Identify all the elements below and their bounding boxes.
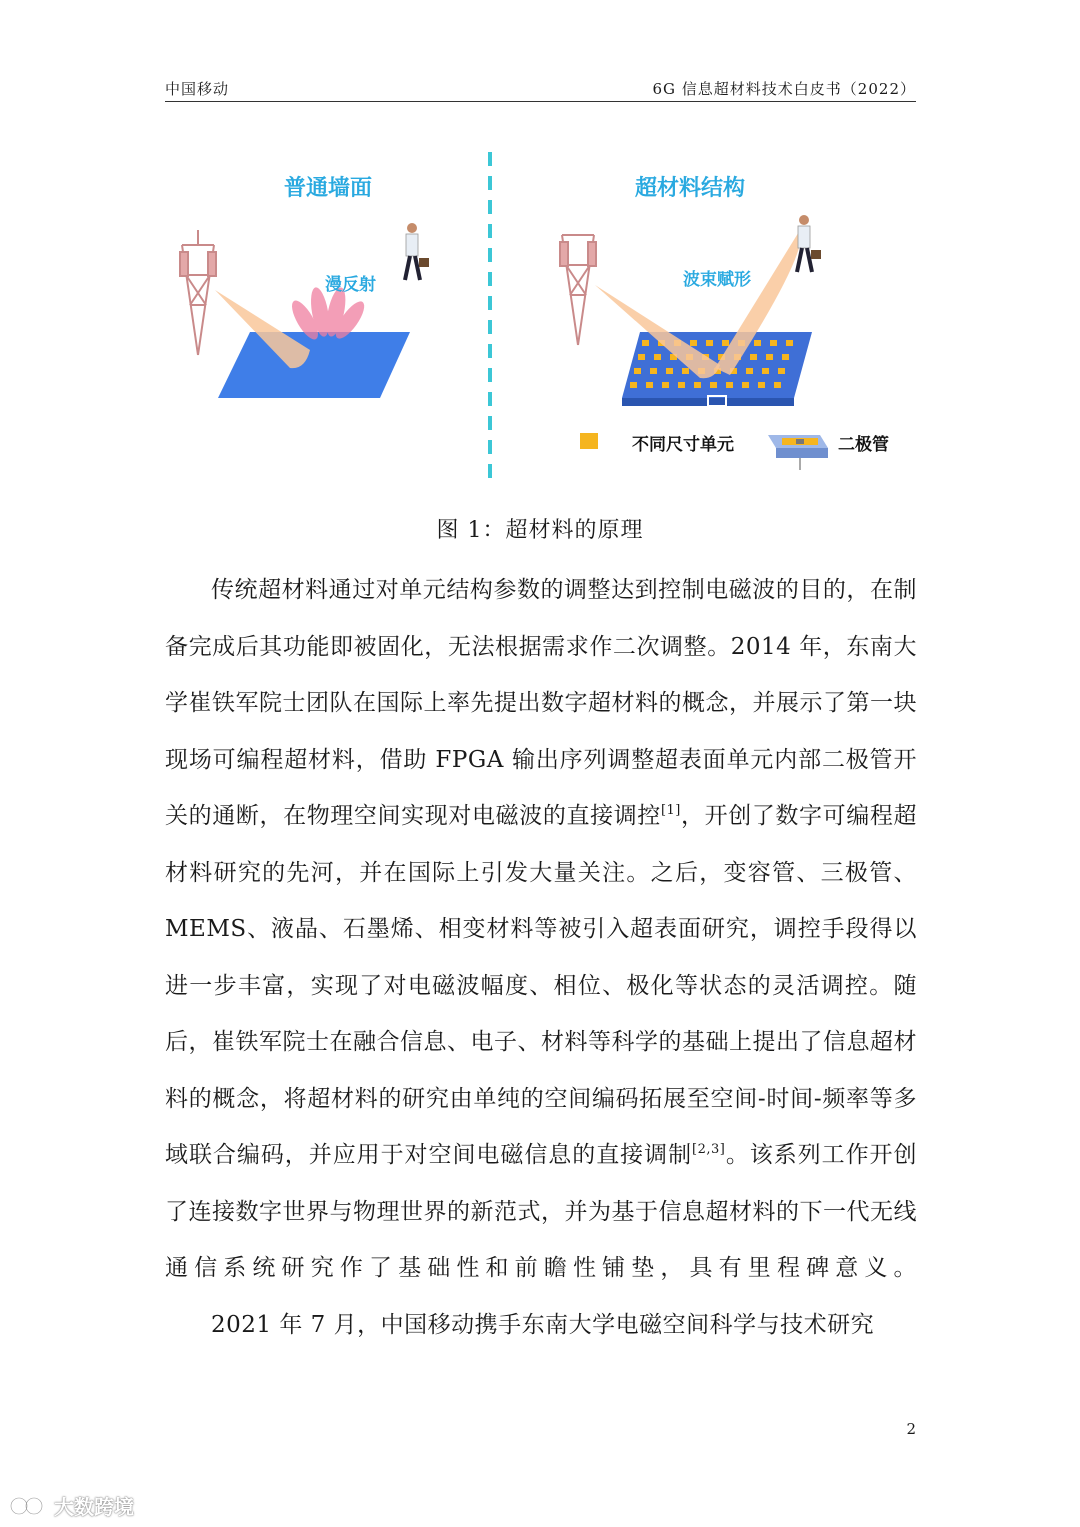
header-rule <box>165 101 916 102</box>
metamaterial-principle-figure <box>160 140 920 500</box>
person-with-phone-right-icon <box>797 215 821 272</box>
person-with-phone-left-icon <box>405 223 429 280</box>
page-header-left: 中国移动 <box>165 80 230 98</box>
right-panel-label: 波束赋形 <box>683 270 751 290</box>
unit-legend-label: 不同尺寸单元 <box>632 435 734 455</box>
cell-tower-left-icon <box>180 230 216 355</box>
diode-legend-label: 二极管 <box>838 435 889 455</box>
citation-ref: [2,3] <box>692 1142 726 1157</box>
figure-caption: 图 1：超材料的原理 <box>436 518 644 543</box>
watermark: 大数跨境 <box>8 1491 134 1520</box>
left-panel-title: 普通墙面 <box>283 176 373 201</box>
unit-legend-swatch <box>580 433 598 449</box>
page-number: 2 <box>906 1420 916 1438</box>
right-panel-title: 超材料结构 <box>634 176 746 201</box>
page-header-right: 6G 信息超材料技术白皮书（2022） <box>652 80 916 98</box>
watermark-logo-icon <box>8 1493 54 1519</box>
body-text <box>165 562 917 1353</box>
citation-ref: [1] <box>660 803 681 818</box>
cell-tower-right-icon <box>560 235 596 345</box>
paragraph: 传统超材料通过对单元结构参数的调整达到控制电磁波的目的，在制备完成后其功能即被固化，无法根据需求作二次调整。2014 年，东南大学崔铁军院士团队在国际上率先提出数字超材料的概念，并展示了第一块现场可编程超材料，借助 FPGA 输出序列调整超表面单元内部二极管开关的通断，在物理空间实现对电磁波的直接调控[1]，开创了数字可编程超材料研究的先河，并在国际上引发大量关注。之后，变容管、三极管、MEMS、液晶、石墨烯、相变材料等被引入超表面研究，调控手段得以进一步丰富，实现了对电磁波幅度、相位、极化等状态的灵活调控。随后，崔铁军院士在融合信息、电子、材料等科学的基础上提出了信息超材料的概念，将超材料的研究由单纯的空间编码拓展至空间-时间-频率等多域联合编码，并应用于对空间电磁信息的直接调制[2,3]。该系列工作开创了连接数字世界与物理世界的新范式，并为基于信息超材料的下一代无线通信系统研究作了基础性和前瞻性铺垫，具有里程碑意义。 <box>165 577 918 1281</box>
ordinary-wall-surface <box>218 332 410 398</box>
diode-illustration-icon <box>768 435 828 470</box>
left-panel-label: 漫反射 <box>325 275 376 295</box>
paragraph: 2021 年 7 月，中国移动携手东南大学电磁空间科学与技术研究 <box>211 1311 875 1338</box>
